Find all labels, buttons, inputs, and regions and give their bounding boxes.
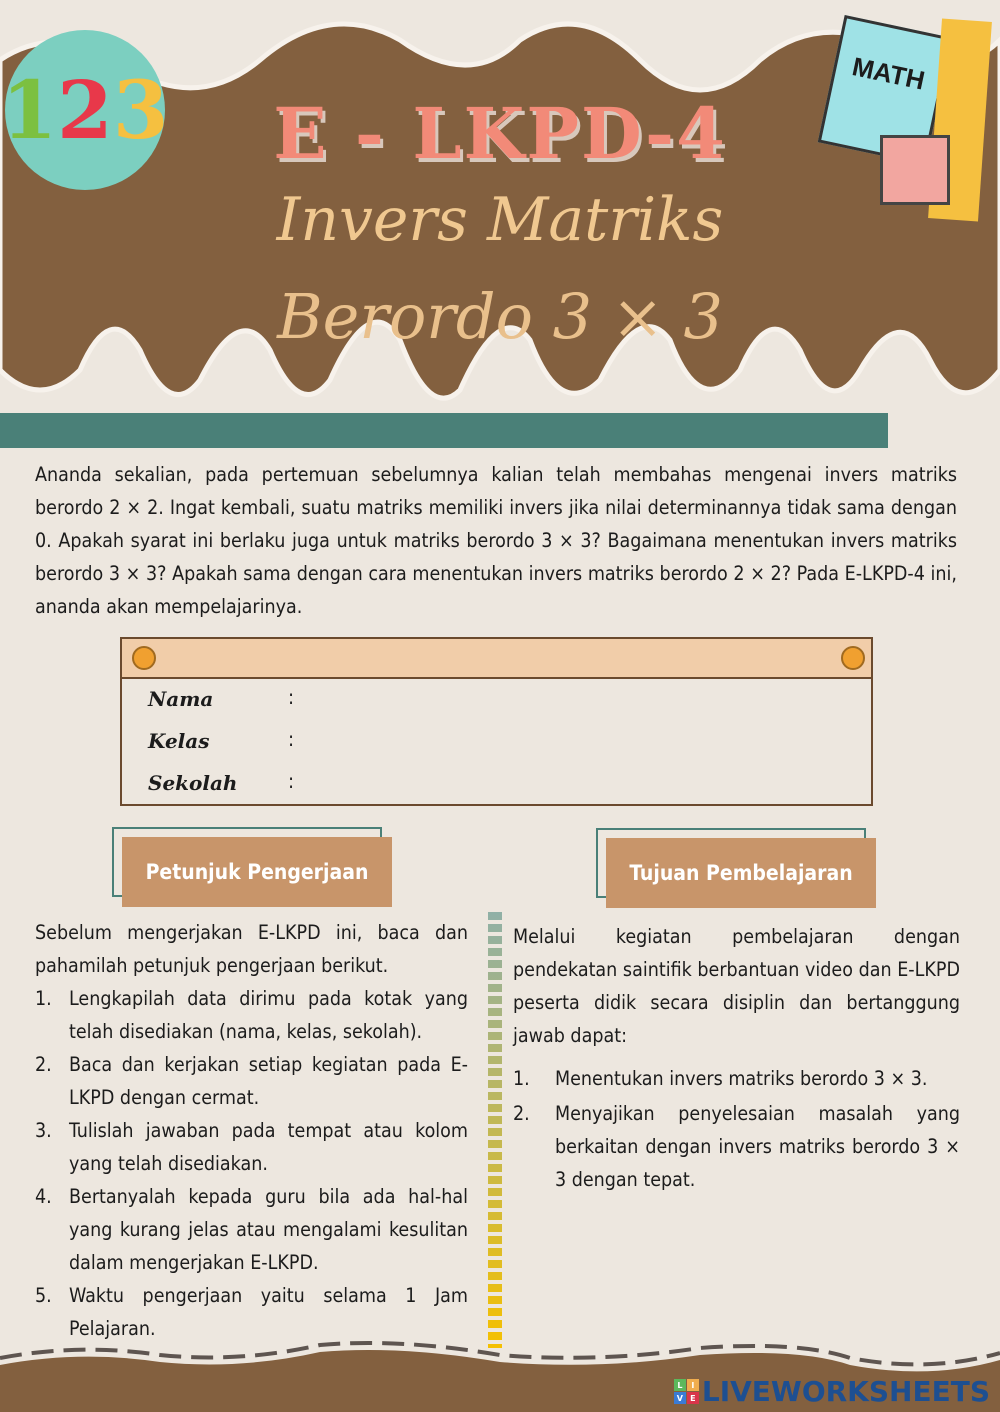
school-label: Sekolah — [148, 771, 238, 795]
page-title: Invers Matriks — [276, 185, 724, 255]
tujuan-list — [513, 1062, 960, 1196]
circle-icon — [841, 646, 865, 670]
list-item: 2. Baca dan kerjakan setiap kegiatan pada E-LKPD dengan cermat. — [35, 1053, 468, 1109]
info-box-header — [122, 639, 871, 679]
name-field[interactable]: : — [288, 685, 295, 709]
petunjuk-list — [35, 982, 468, 1345]
worksheet-code: E - LKPD-4 — [273, 92, 727, 175]
list-item: 1. Lengkapilah data dirimu pada kotak yang telah disediakan (nama, kelas, sekolah). — [35, 987, 468, 1043]
brand-name: LIVEWORKSHEETS — [701, 1375, 990, 1408]
petunjuk-section — [35, 916, 468, 1345]
list-item: 5. Waktu pengerjaan yaitu selama 1 Jam Pelajaran. — [35, 1284, 468, 1340]
circle-icon — [132, 646, 156, 670]
tujuan-heading: Tujuan Pembelajaran — [596, 828, 866, 898]
triangle-divider — [488, 908, 502, 1348]
petunjuk-intro: Sebelum mengerjakan E-LKPD ini, baca dan pahamilah petunjuk pengerjaan berikut. — [35, 921, 468, 977]
list-item: 3. Tulislah jawaban pada tempat atau kolom yang telah disediakan. — [35, 1119, 468, 1175]
intro-paragraph: Ananda sekalian, pada pertemuan sebelumnya kalian telah membahas mengenai invers matriks berordo 2 × 2. Ingat kembali, suatu matriks memiliki invers jika nilai determinannya tidak sama dengan 0. Apakah syarat ini berlaku juga untuk matriks berordo 3 × 3? Bagaimana menentukan invers matriks berordo 3 × 3? Apakah sama dengan cara menentukan invers matriks berordo 2 × 2? Pada E-LKPD-4 ini, ananda akan mempelajarinya. — [35, 463, 957, 618]
class-field[interactable]: : — [288, 727, 295, 751]
live-logo-icon: L I V E — [674, 1379, 699, 1404]
list-item: 4. Bertanyalah kepada guru bila ada hal-hal yang kurang jelas atau mengalami kesulitan dalam mengerjakan E-LKPD. — [35, 1185, 468, 1274]
math-book-illustration: MATH — [818, 15, 953, 165]
school-field[interactable]: : — [288, 769, 295, 793]
teal-divider-bar — [0, 413, 888, 448]
student-info-box — [120, 637, 873, 806]
petunjuk-heading: Petunjuk Pengerjaan — [112, 827, 382, 897]
class-label: Kelas — [148, 729, 210, 753]
numbers-illustration: 1 2 3 — [5, 30, 165, 190]
list-item: 2. Menyajikan penyelesaian masalah yang berkaitan dengan invers matriks berordo 3 × 3 dengan tepat. — [513, 1102, 960, 1191]
tujuan-intro: Melalui kegiatan pembelajaran dengan pendekatan saintifik berbantuan video dan E-LKPD peserta didik secara disiplin dan bertanggung jawab dapat: — [513, 925, 960, 1047]
name-label: Nama — [148, 687, 214, 711]
page-subtitle: Berordo 3 × 3 — [277, 280, 723, 353]
liveworksheets-logo — [674, 1375, 990, 1408]
tujuan-section — [513, 920, 960, 1196]
list-item: 1. Menentukan invers matriks berordo 3 × 3. — [513, 1067, 928, 1090]
